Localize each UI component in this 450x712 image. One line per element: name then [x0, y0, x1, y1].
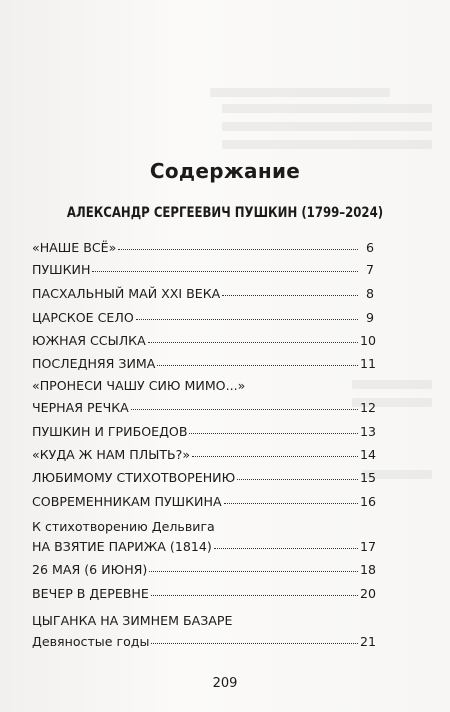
bleed-through	[210, 88, 390, 97]
leader-dots	[192, 456, 358, 457]
leader-dots	[222, 295, 358, 296]
leader-dots	[151, 595, 358, 596]
entry-page: 15	[360, 470, 377, 485]
entry-page: 17	[360, 539, 377, 554]
leader-dots	[189, 433, 358, 434]
bleed-through	[352, 380, 432, 389]
toc-entry	[32, 262, 374, 280]
toc-entry	[32, 286, 374, 304]
bleed-through	[222, 140, 432, 149]
entry-page: 16	[360, 494, 377, 509]
entry-title: ЛЮБИМОМУ СТИХОТВОРЕНИЮ	[32, 470, 236, 485]
leader-dots	[136, 319, 358, 320]
entry-page: 7	[365, 262, 374, 277]
contents-heading: Содержание	[149, 159, 301, 183]
entry-title: ПУШКИН И ГРИБОЕДОВ	[32, 424, 188, 439]
toc-entry-title-only: «ПРОНЕСИ ЧАШУ СИЮ МИМО...»	[32, 378, 246, 393]
entry-title: «КУДА Ж НАМ ПЛЫТЬ?»	[32, 447, 191, 462]
toc-entry	[32, 333, 377, 351]
toc-entry	[32, 424, 377, 442]
toc-entry	[32, 310, 374, 328]
entry-page: 20	[360, 586, 377, 601]
leader-dots	[224, 503, 358, 504]
entry-title: ПУШКИН	[32, 262, 91, 277]
entry-title: ВЕЧЕР В ДЕРЕВНЕ	[32, 586, 149, 601]
entry-title: СОВРЕМЕННИКАМ ПУШКИНА	[32, 494, 222, 509]
toc-entry	[32, 586, 377, 604]
entry-title: ЧЕРНАЯ РЕЧКА	[32, 400, 129, 415]
toc-entry	[32, 539, 377, 557]
leader-dots	[149, 571, 358, 572]
toc-entry	[32, 470, 377, 488]
entry-page: 8	[365, 286, 374, 301]
leader-dots	[118, 249, 358, 250]
entry-page: 9	[365, 310, 374, 325]
toc-entry	[32, 356, 377, 374]
entry-page: 10	[360, 333, 377, 348]
page-number: 209	[212, 676, 238, 691]
entry-title: НА ВЗЯТИЕ ПАРИЖА (1814)	[32, 539, 212, 554]
entry-page: 11	[360, 356, 377, 371]
leader-dots	[92, 271, 358, 272]
leader-dots	[157, 365, 358, 366]
entry-title: ПАСХАЛЬНЫЙ МАЙ XXI ВЕКА	[32, 286, 221, 301]
entry-title: ЦАРСКОЕ СЕЛО	[32, 310, 134, 325]
leader-dots	[151, 643, 358, 644]
toc-entry	[32, 240, 374, 258]
toc-entry	[32, 447, 377, 465]
entry-page: 18	[360, 562, 377, 577]
toc-entry	[32, 400, 377, 418]
entry-title: «НАШЕ ВСЁ»	[32, 240, 117, 255]
entry-title: ПОСЛЕДНЯЯ ЗИМА	[32, 356, 156, 371]
section-title: АЛЕКСАНДР СЕРГЕЕВИЧ ПУШКИН (1799–2024)	[66, 205, 384, 221]
entry-page: 6	[365, 240, 374, 255]
entry-title: ЮЖНАЯ ССЫЛКА	[32, 333, 146, 348]
leader-dots	[214, 548, 358, 549]
entry-page: 14	[360, 447, 377, 462]
entry-page: 21	[360, 634, 377, 649]
entry-title: Девяностые годы	[32, 634, 150, 649]
toc-entry-title-only: К стихотворению Дельвига	[32, 519, 215, 534]
toc-entry	[32, 562, 377, 580]
toc-entry	[32, 494, 377, 512]
leader-dots	[148, 342, 358, 343]
toc-entry	[32, 634, 377, 652]
bleed-through	[222, 122, 432, 131]
entry-page: 12	[360, 400, 377, 415]
leader-dots	[237, 479, 358, 480]
entry-title: 26 МАЯ (6 ИЮНЯ)	[32, 562, 148, 577]
leader-dots	[131, 409, 358, 410]
entry-page: 13	[360, 424, 377, 439]
bleed-through	[222, 104, 432, 113]
toc-entry-title-only: ЦЫГАНКА НА ЗИМНЕМ БАЗАРЕ	[32, 613, 233, 628]
